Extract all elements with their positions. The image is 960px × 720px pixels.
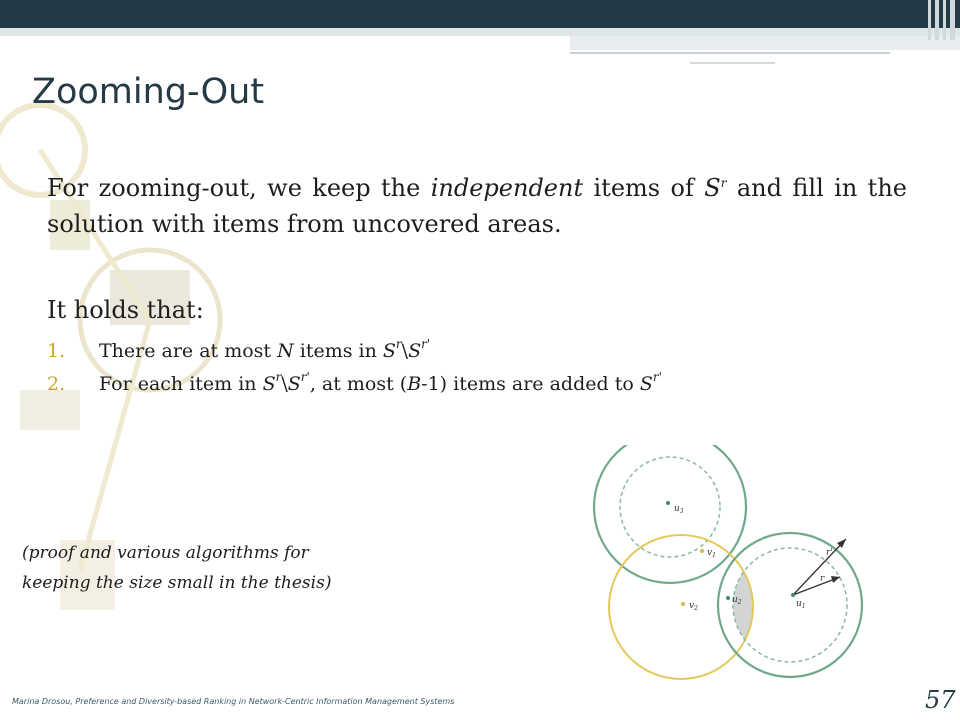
page-number: 57 — [925, 686, 956, 714]
label-v2: $v_2$ — [689, 601, 698, 612]
label-u2: $u_2$ — [732, 595, 742, 606]
label-r-prime: r' — [826, 548, 833, 558]
point-u2 — [726, 596, 730, 600]
top-banner-line-short — [690, 62, 775, 64]
holds-heading: It holds that: — [47, 296, 204, 324]
top-banner-accent — [570, 36, 960, 50]
property-list — [47, 335, 662, 401]
proof-note: (proof and various algorithms for keeping the size small in the thesis) — [22, 543, 332, 593]
intro-paragraph: For zooming-out, we keep the independent items of $S^r$ and fill in the solution with items from uncovered areas. — [47, 174, 907, 238]
label-u1: $u_1$ — [796, 599, 806, 610]
list-item: 2. For each item in $S^r\backslash S^{r'}$, at most (B-1) items are added to $S^{r'}$ — [47, 370, 662, 395]
point-u1 — [791, 593, 795, 597]
point-u3 — [666, 501, 670, 505]
top-banner-stripe — [0, 28, 960, 36]
radius-r-arrowhead — [831, 576, 840, 583]
label-u3: $u_3$ — [674, 504, 684, 515]
coverage-diagram — [588, 445, 888, 715]
label-r: r — [820, 574, 825, 584]
u3-outer-circle — [594, 445, 746, 583]
top-banner-line — [570, 52, 890, 54]
corner-stripes — [926, 0, 960, 40]
list-item: 1. There are at most N items in $S^r\backslash S^{r'}$ — [47, 337, 431, 362]
footer-citation: Marina Drosou, Preference and Diversity-based Ranking in Network-Centric Information Management Systems — [12, 697, 455, 706]
point-v2 — [681, 602, 685, 606]
point-v1 — [700, 549, 704, 553]
u3-inner-circle — [620, 457, 720, 557]
radius-r-prime-line — [793, 539, 846, 595]
label-v1: $v_1$ — [707, 548, 716, 559]
top-banner — [0, 0, 960, 28]
v2-circle — [609, 535, 753, 679]
slide-title: Zooming-Out — [32, 72, 265, 112]
